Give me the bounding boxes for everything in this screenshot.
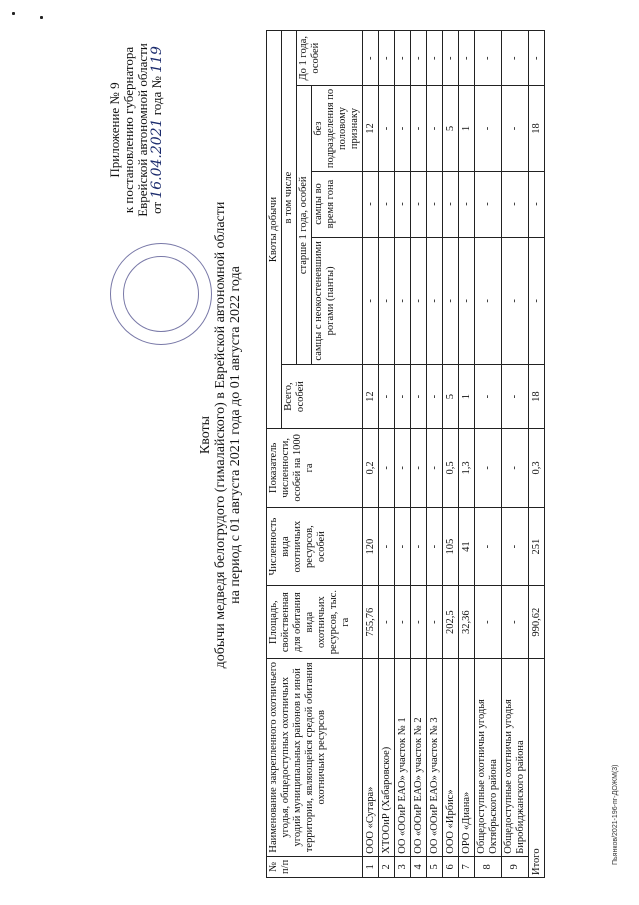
row-total: 5 — [443, 365, 459, 429]
row-num: 3 — [395, 856, 411, 877]
row-total: - — [475, 365, 502, 429]
row-males-antlers: - — [502, 237, 529, 365]
row-no-sex: - — [475, 86, 502, 171]
total-total: 18 — [529, 365, 545, 429]
row-total: - — [502, 365, 529, 429]
total-under1: - — [529, 31, 545, 86]
row-population: 41 — [459, 507, 475, 586]
header-quotas: Квоты добычи — [267, 31, 282, 429]
row-total: - — [395, 365, 411, 429]
official-seal — [110, 243, 212, 345]
row-density: - — [395, 429, 411, 508]
row-name: ОО «ООиР ЕАО» участок № 3 — [427, 658, 443, 856]
row-area: - — [427, 586, 443, 658]
row-name: ОО «ООиР ЕАО» участок № 2 — [411, 658, 427, 856]
row-under1: - — [363, 31, 379, 86]
table-row — [395, 31, 411, 878]
table-row — [427, 31, 443, 878]
annex-header — [108, 10, 164, 250]
row-area: - — [475, 586, 502, 658]
row-name: ОРО «Диана» — [459, 658, 475, 856]
row-males-rut: - — [395, 171, 411, 237]
row-males-rut: - — [475, 171, 502, 237]
row-population: 120 — [363, 507, 379, 586]
row-name: ООО «Сутара» — [363, 658, 379, 856]
header-population: Численность вида охотничьих ресурсов, особей — [267, 507, 363, 586]
total-area: 990,62 — [529, 586, 545, 658]
row-area: - — [411, 586, 427, 658]
row-males-antlers: - — [443, 237, 459, 365]
table-total-row — [529, 31, 545, 878]
annex-region: Еврейской автономной области — [135, 43, 150, 217]
row-name: Общедоступные охотничьи угодья Октябрьского района — [475, 658, 502, 856]
header-name: Наименование закрепленного охотничьего угодья, общедоступных охотничьих угодий муниципальных районов и иной территории, являющейся средой обитания охотничьих ресурсов — [267, 658, 363, 856]
row-name: ХТООиР (Хабаровское) — [379, 658, 395, 856]
header-older: старше 1 года, особей — [297, 86, 312, 365]
row-total: 12 — [363, 365, 379, 429]
row-population: - — [502, 507, 529, 586]
row-area: 202,5 — [443, 586, 459, 658]
row-name: ООО «Ирбис» — [443, 658, 459, 856]
row-area: - — [502, 586, 529, 658]
row-density: 1,3 — [459, 429, 475, 508]
row-males-antlers: - — [475, 237, 502, 365]
row-num: 7 — [459, 856, 475, 877]
total-label: Итого — [529, 658, 545, 877]
row-males-antlers: - — [363, 237, 379, 365]
header-no-sex: без подразделения по половому признаку — [312, 86, 363, 171]
row-males-antlers: - — [411, 237, 427, 365]
row-males-rut: - — [411, 171, 427, 237]
row-males-antlers: - — [427, 237, 443, 365]
row-num: 1 — [363, 856, 379, 877]
row-density: - — [379, 429, 395, 508]
row-no-sex: 5 — [443, 86, 459, 171]
total-panty: - — [529, 237, 545, 365]
row-males-antlers: - — [379, 237, 395, 365]
table-row — [411, 31, 427, 878]
annex-date: 16.04.2021 — [149, 118, 165, 199]
annex-date-line: от 16.04.2021 года № 119 — [149, 46, 165, 214]
row-num: 8 — [475, 856, 502, 877]
row-area: - — [395, 586, 411, 658]
row-total: 1 — [459, 365, 475, 429]
title-line2: добычи медведя белогрудого (гималайского) в Еврейской автономной области — [213, 201, 228, 669]
row-no-sex: - — [411, 86, 427, 171]
row-under1: - — [427, 31, 443, 86]
table-row — [363, 31, 379, 878]
row-males-rut: - — [363, 171, 379, 237]
row-density: - — [427, 429, 443, 508]
annex-number: Приложение № 9 — [107, 82, 122, 178]
row-under1: - — [379, 31, 395, 86]
title-main: Квоты — [198, 415, 213, 455]
header-including: в том числе — [282, 31, 297, 365]
row-name: Общедоступные охотничьи угодья Биробиджанского района — [502, 658, 529, 856]
row-density: - — [411, 429, 427, 508]
row-no-sex: - — [427, 86, 443, 171]
row-population: - — [475, 507, 502, 586]
header-males-antlers: самцы с неокостеневшими рогами (панты) — [312, 237, 363, 365]
header-under1: До 1 года, особей — [297, 31, 363, 86]
row-males-rut: - — [443, 171, 459, 237]
row-name: ОО «ООиР ЕАО» участок № 1 — [395, 658, 411, 856]
total-nosex: 18 — [529, 86, 545, 171]
row-males-antlers: - — [459, 237, 475, 365]
row-total: - — [411, 365, 427, 429]
row-total: - — [379, 365, 395, 429]
row-num: 4 — [411, 856, 427, 877]
table-row — [443, 31, 459, 878]
quota-table — [266, 30, 545, 878]
annex-decree: к постановлению губернатора — [121, 46, 136, 214]
total-rut: - — [529, 171, 545, 237]
row-no-sex: 1 — [459, 86, 475, 171]
row-density: - — [502, 429, 529, 508]
row-males-rut: - — [379, 171, 395, 237]
document-title — [198, 85, 243, 785]
row-under1: - — [475, 31, 502, 86]
row-under1: - — [395, 31, 411, 86]
header-num: № п/п — [267, 856, 363, 877]
table-row — [379, 31, 395, 878]
row-population: - — [379, 507, 395, 586]
document-code: Пьянков/2021-196-пг-ДОЖМ(3) — [612, 764, 619, 865]
row-under1: - — [443, 31, 459, 86]
row-no-sex: - — [502, 86, 529, 171]
row-area: 32,36 — [459, 586, 475, 658]
row-no-sex: - — [379, 86, 395, 171]
row-males-antlers: - — [395, 237, 411, 365]
row-total: - — [427, 365, 443, 429]
row-area: 755,76 — [363, 586, 379, 658]
title-line3: на период с 01 августа 2021 года до 01 августа 2022 года — [228, 266, 243, 604]
row-under1: - — [459, 31, 475, 86]
header-males-rut: самцы во время гона — [312, 171, 363, 237]
table-row — [502, 31, 529, 878]
row-num: 5 — [427, 856, 443, 877]
row-num: 6 — [443, 856, 459, 877]
row-density: 0,2 — [363, 429, 379, 508]
row-population: - — [427, 507, 443, 586]
table-row — [459, 31, 475, 878]
row-under1: - — [502, 31, 529, 86]
row-density: - — [475, 429, 502, 508]
row-under1: - — [411, 31, 427, 86]
row-density: 0,5 — [443, 429, 459, 508]
row-population: - — [395, 507, 411, 586]
total-pop: 251 — [529, 507, 545, 586]
row-males-rut: - — [459, 171, 475, 237]
header-area: Площадь, свойственная для обитания вида охотничьих ресурсов, тыс. га — [267, 586, 363, 658]
row-no-sex: 12 — [363, 86, 379, 171]
header-total: Всего, особей — [282, 365, 363, 429]
total-dens: 0,3 — [529, 429, 545, 508]
header-density: Показатель численности, особей на 1000 га — [267, 429, 363, 508]
row-males-rut: - — [427, 171, 443, 237]
row-area: - — [379, 586, 395, 658]
annex-number-handwritten: 119 — [149, 46, 165, 73]
row-num: 9 — [502, 856, 529, 877]
row-no-sex: - — [395, 86, 411, 171]
row-population: - — [411, 507, 427, 586]
row-population: 105 — [443, 507, 459, 586]
row-males-rut: - — [502, 171, 529, 237]
row-num: 2 — [379, 856, 395, 877]
table-row — [475, 31, 502, 878]
